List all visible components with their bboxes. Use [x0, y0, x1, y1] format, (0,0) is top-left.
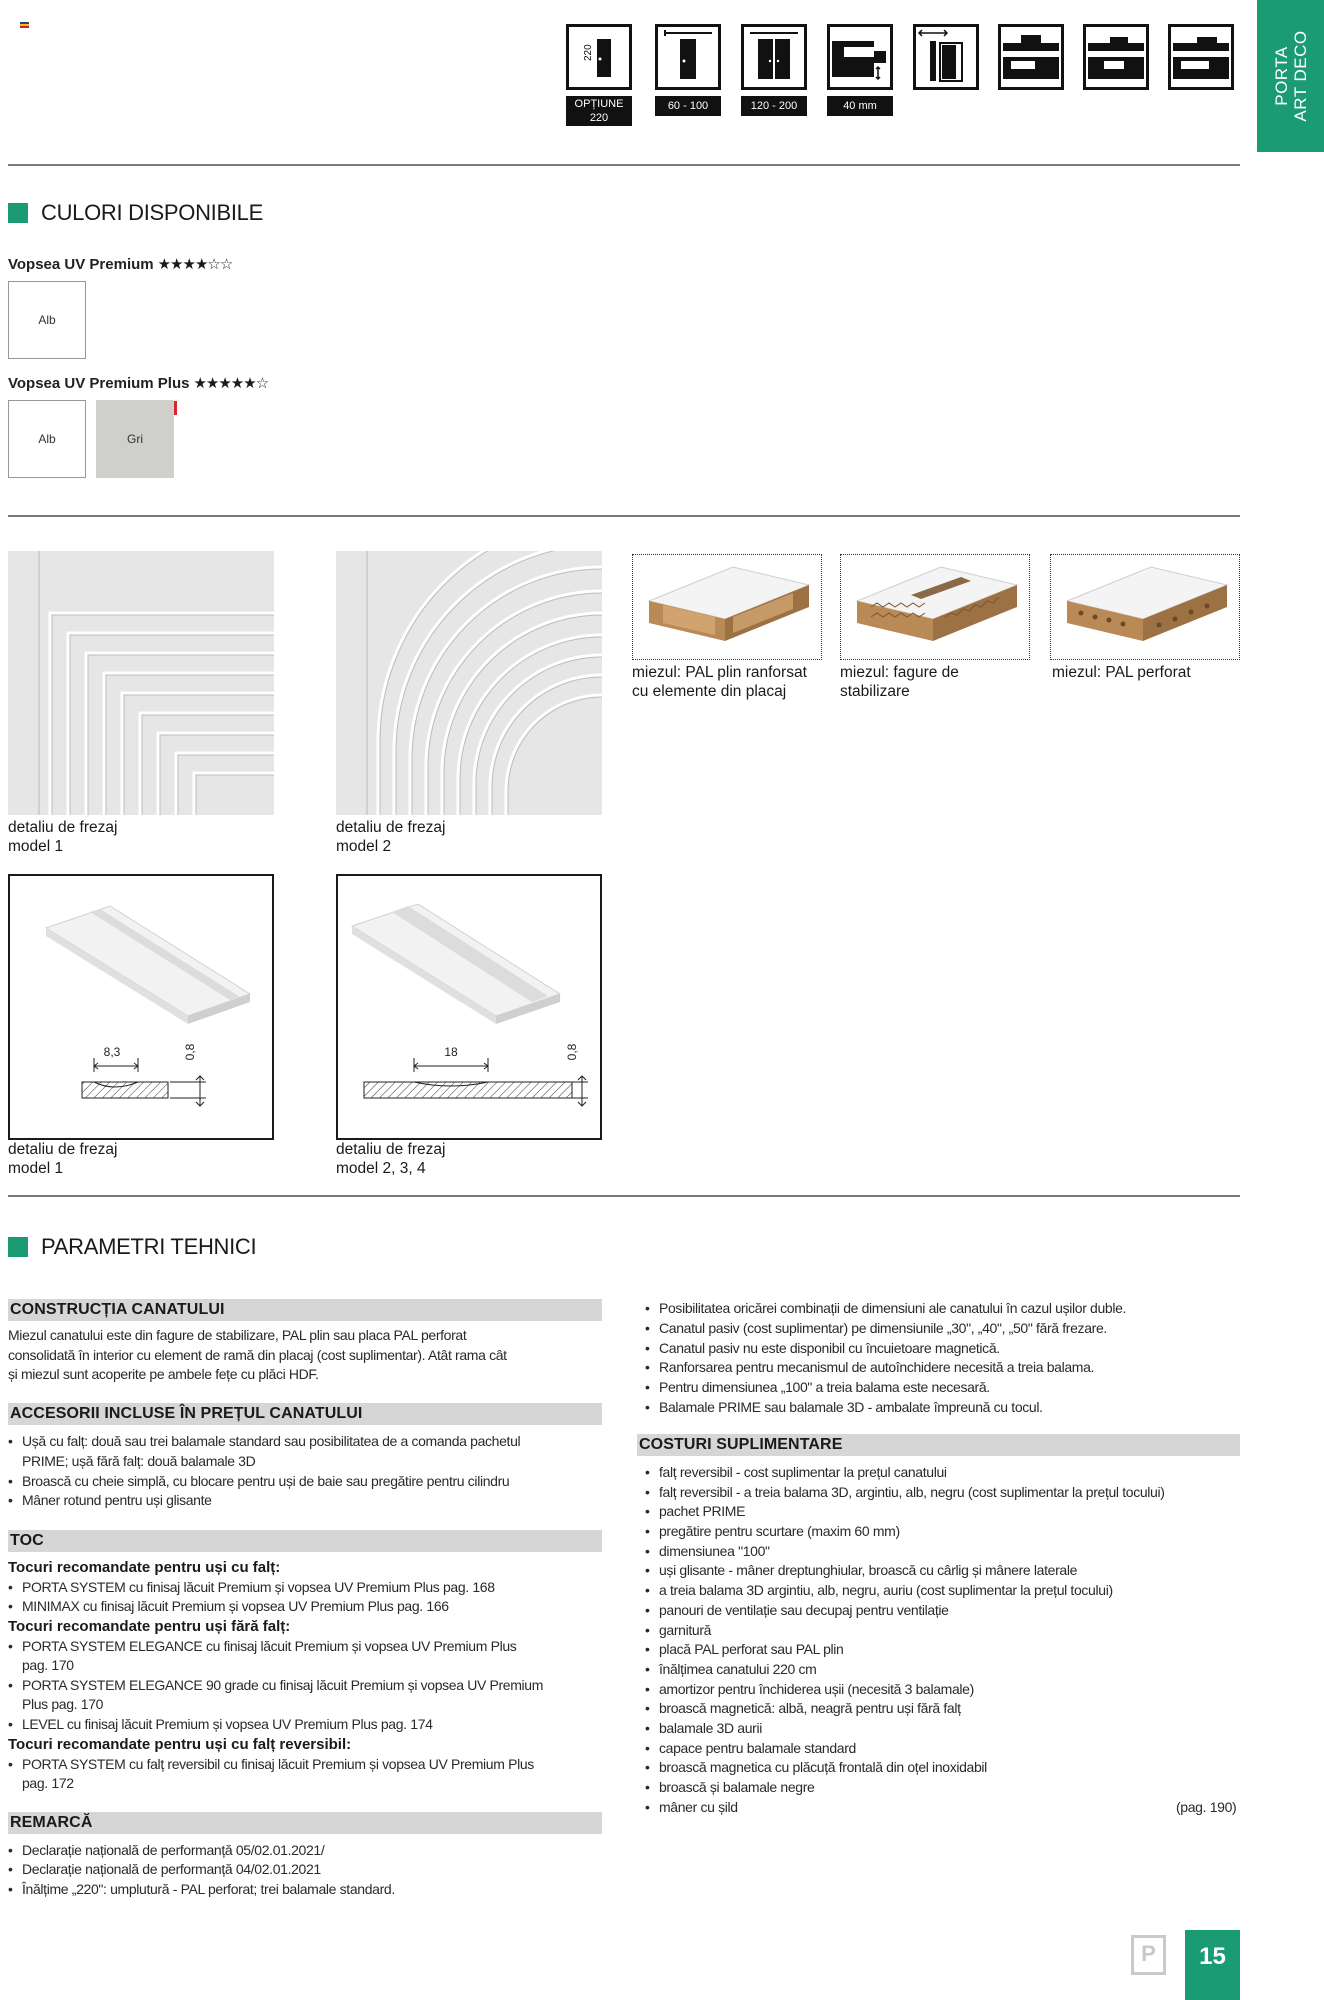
thickness-label: 40 mm	[827, 96, 893, 116]
caption-line: model 2, 3, 4	[336, 1160, 426, 1177]
caption-line: cu elemente din placaj	[632, 683, 787, 700]
cost-item: • broască magnetica cu plăcuță frontală din oțel inoxidabil	[659, 1758, 987, 1778]
cost-item: • falț reversibil - a treia balama 3D, argintiu, alb, negru (cost suplimentar la prețul tocului)	[659, 1483, 1165, 1503]
note-item: • Canatul pasiv (cost suplimentar) pe dimensiunile „30", „40", „50" fără frezare.	[659, 1319, 1107, 1339]
single-door-icon	[655, 24, 721, 90]
profile1-depth-dim: 0,8	[183, 1043, 197, 1061]
model2-caption	[336, 818, 445, 856]
cost-item: • placă PAL perforat sau PAL plin	[659, 1640, 844, 1660]
caption-line: model 2	[336, 838, 392, 855]
cost-item: • garnitură	[659, 1621, 711, 1641]
milling-detail-model1-image	[8, 551, 274, 815]
cost-item: • panouri de ventilație sau decupaj pentru ventilație	[659, 1601, 949, 1621]
cost-item: • pregătire pentru scurtare (maxim 60 mm)	[659, 1522, 900, 1542]
toc-item: • LEVEL cu finisaj lăcuit Premium și vopsea UV Premium Plus pag. 174	[22, 1715, 433, 1735]
swatch-label: Alb	[38, 432, 56, 446]
height-220-text: 220	[583, 44, 594, 61]
toc-item: • PORTA SYSTEM ELEGANCE 90 grade cu finisaj lăcuit Premium și vopsea UV Premium	[22, 1676, 543, 1696]
toc-item: • PORTA SYSTEM cu finisaj lăcuit Premium și vopsea UV Premium Plus pag. 168	[22, 1578, 495, 1598]
toc-group3-title: Tocuri recomandate pentru uși cu falț reversibil:	[8, 1736, 352, 1753]
core-honeycomb-image	[840, 554, 1030, 660]
note-item: • Pentru dimensiunea „100" a treia balama este necesară.	[659, 1378, 990, 1398]
divider	[8, 515, 1240, 517]
profile2-depth-dim: 0,8	[565, 1043, 579, 1061]
remark-item: • Declarație națională de performanță 05/02.01.2021/	[22, 1841, 324, 1861]
core-pal-reinforced-image	[632, 554, 822, 660]
cost-item: • falț reversibil - cost suplimentar la prețul canatului	[659, 1463, 947, 1483]
milling-detail-model2-image	[336, 551, 602, 815]
toc-item-cont: pag. 172	[22, 1775, 74, 1791]
cost-item: • mâner cu șild	[659, 1798, 738, 1818]
caption-line: detaliu de frezaj	[336, 819, 446, 836]
colors-section-title	[8, 200, 263, 226]
profile1-caption	[8, 1140, 117, 1178]
toc-item: • PORTA SYSTEM ELEGANCE cu finisaj lăcuit Premium și vopsea UV Premium Plus	[22, 1637, 516, 1657]
toc-group2-title: Tocuri recomandate pentru uși fără falț:	[8, 1618, 291, 1635]
cost-item: • a treia balama 3D argintiu, alb, negru, auriu (cost suplimentar la prețul tocului)	[659, 1581, 1113, 1601]
profile1-width-dim: 8,3	[103, 1045, 121, 1059]
divider	[8, 164, 1240, 166]
premium-name: Vopsea UV Premium	[8, 256, 154, 273]
premium-plus-rating-stars: ★★★★★☆	[193, 375, 269, 392]
accessory-item: • Mâner rotund pentru uși glisante	[22, 1491, 212, 1511]
toc-group1-title: Tocuri recomandate pentru uși cu falț:	[8, 1559, 281, 1576]
caption-line: detaliu de frezaj	[8, 819, 118, 836]
text-line: consolidată în interior cu element de ramă din placaj (cost suplimentar). Atât rama cât	[8, 1346, 507, 1363]
core1-caption	[632, 663, 807, 701]
toc-item: • MINIMAX cu finisaj lăcuit Premium și vopsea UV Premium Plus pag. 166	[22, 1597, 449, 1617]
accessories-header: ACCESORII INCLUSE ÎN PREȚUL CANATULUI	[8, 1403, 602, 1425]
toc-item-cont: pag. 170	[22, 1657, 74, 1673]
brand-side-tab	[1257, 0, 1324, 152]
caption-line: miezul: fagure de	[840, 664, 959, 681]
remark-item: • Înălțime „220": umplutură - PAL perforat; trei balamale standard.	[22, 1880, 395, 1900]
note-item: • Ranforsarea pentru mecanismul de autoînchidere necesită a treia balama.	[659, 1358, 1094, 1378]
caption-line: stabilizare	[840, 683, 910, 700]
caption-line: detaliu de frezaj	[8, 1141, 118, 1158]
language-flag-icon	[20, 22, 29, 28]
profile-model1-drawing	[8, 874, 274, 1140]
extra-costs-header: COSTURI SUPLIMENTARE	[637, 1434, 1240, 1456]
thickness-icon	[827, 24, 893, 90]
swatch-alb-premium-plus	[8, 400, 86, 478]
cost-item: • amortizor pentru închiderea ușii (necesită 3 balamale)	[659, 1680, 974, 1700]
swatch-label: Gri	[127, 432, 143, 446]
cost-item: • înălțimea canatului 220 cm	[659, 1660, 816, 1680]
construction-text	[8, 1326, 507, 1385]
toc-item-cont: Plus pag. 170	[22, 1696, 104, 1712]
porta-logo-icon: P	[1131, 1935, 1166, 1975]
page-number: 15	[1185, 1930, 1240, 2000]
brand-line1: PORTA	[1271, 46, 1291, 106]
accessory-item: • Ușă cu falț: două sau trei balamale standard sau posibilitatea de a comanda pachetul	[22, 1432, 520, 1452]
text-line: și miezul sunt acoperite pe ambele fețe cu plăci HDF.	[8, 1366, 319, 1382]
cost-item: • broască și balamale negre	[659, 1778, 814, 1798]
cost-item: • dimensiunea "100"	[659, 1542, 770, 1562]
swatch-gri-premium-plus	[96, 400, 174, 478]
params-title-text: PARAMETRI TEHNICI	[41, 1234, 257, 1259]
height-220-icon	[566, 24, 632, 90]
cost-item: • uși glisante - mâner dreptunghiular, broască cu cârlig și mânere laterale	[659, 1561, 1077, 1581]
profile2-width-dim: 18	[444, 1045, 458, 1059]
toc-header: TOC	[8, 1530, 602, 1552]
caption-line: miezul: PAL plin ranforsat	[632, 664, 807, 681]
divider	[8, 1195, 1240, 1197]
profile-model234-drawing	[336, 874, 602, 1140]
caption-line: detaliu de frezaj	[336, 1141, 446, 1158]
double-door-icon	[741, 24, 807, 90]
brand-line2: ART DECO	[1290, 30, 1310, 122]
cost-item: • pachet PRIME	[659, 1502, 745, 1522]
accessory-item: • Broască cu cheie simplă, cu blocare pentru uși de baie sau pregătire pentru cilindru	[22, 1472, 509, 1492]
note-item: • Canatul pasiv nu este disponibil cu încuietoare magnetică.	[659, 1339, 1000, 1359]
remark-item: • Declarație națională de performanță 04/02.01.2021	[22, 1860, 321, 1880]
swatch-label: Alb	[38, 313, 56, 327]
accessory-item-cont: PRIME; ușă fără falț: două balamale 3D	[22, 1453, 256, 1469]
premium-plus-name: Vopsea UV Premium Plus	[8, 375, 190, 392]
width-single-label: 60 - 100	[655, 96, 721, 116]
cost-item: • broască magnetică: albă, neagră pentru uși fără falț	[659, 1699, 961, 1719]
toc-item: • PORTA SYSTEM cu falț reversibil cu finisaj lăcuit Premium și vopsea UV Premium Plus	[22, 1755, 534, 1775]
note-item: • Posibilitatea oricărei combinații de dimensiuni ale canatului în cazul ușilor duble.	[659, 1299, 1126, 1319]
cost-item: • balamale 3D aurii	[659, 1719, 762, 1739]
cost-item: • capace pentru balamale standard	[659, 1739, 856, 1759]
profile2-caption	[336, 1140, 445, 1178]
construction-header: CONSTRUCȚIA CANATULUI	[8, 1299, 602, 1321]
model1-caption	[8, 818, 117, 856]
frame-profile-icon-2	[1083, 24, 1149, 90]
frame-profile-icon-3	[1168, 24, 1234, 90]
colors-title-text: CULORI DISPONIBILE	[41, 200, 263, 225]
core2-caption	[840, 663, 959, 701]
remark-header: REMARCĂ	[8, 1812, 602, 1834]
premium-paint-label	[8, 255, 232, 273]
swatch-alb-premium	[8, 281, 86, 359]
premium-plus-paint-label	[8, 374, 268, 392]
caption-line: model 1	[8, 838, 64, 855]
core-pal-perforated-image	[1050, 554, 1240, 660]
text-line: Miezul canatului este din fagure de stabilizare, PAL plin sau placa PAL perforat	[8, 1327, 467, 1343]
frame-profile-icon-1	[998, 24, 1064, 90]
premium-rating-stars: ★★★★☆☆	[157, 256, 233, 273]
page-reference: (pag. 190)	[1176, 1799, 1237, 1815]
note-item: • Balamale PRIME sau balamale 3D - ambalate împreună cu tocul.	[659, 1398, 1043, 1418]
option-220-label: OPȚIUNE 220	[566, 96, 632, 126]
width-double-label: 120 - 200	[741, 96, 807, 116]
params-section-title	[8, 1234, 256, 1260]
caption-line: miezul: PAL perforat	[1052, 664, 1191, 681]
core3-caption	[1052, 663, 1191, 682]
caption-line: model 1	[8, 1160, 64, 1177]
frame-width-icon	[913, 24, 979, 90]
